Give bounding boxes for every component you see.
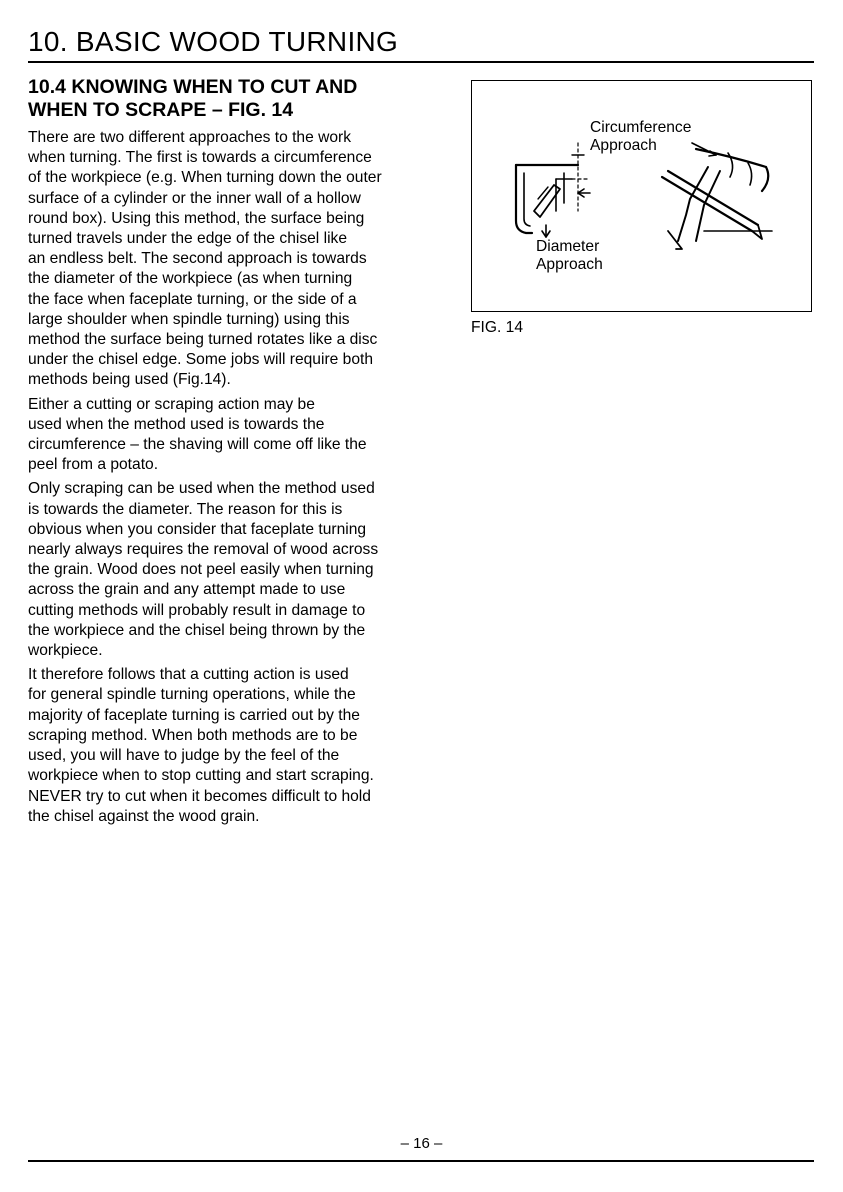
diameter-approach-label <box>536 238 603 274</box>
text-line: of the workpiece (e.g. When turning down the outer <box>28 169 382 187</box>
text-line: the diameter of the workpiece (as when turning <box>28 270 353 288</box>
text-line: the grain. Wood does not peel easily when turning <box>28 561 374 579</box>
label-line: Approach <box>536 256 603 273</box>
text-line: the chisel against the wood grain. <box>28 807 260 825</box>
text-line: Only scraping can be used when the method used <box>28 480 375 498</box>
section-heading-line: 10.4 KNOWING WHEN TO CUT AND <box>28 76 358 98</box>
text-line: workpiece. <box>28 642 103 660</box>
text-line: under the chisel edge. Some jobs will require both <box>28 351 373 369</box>
text-line: cutting methods will probably result in damage to <box>28 601 366 619</box>
text-line: obvious when you consider that faceplate turning <box>28 520 367 538</box>
text-line: circumference – the shaving will come off like the <box>28 436 367 454</box>
text-line: round box). Using this method, the surface being <box>28 209 365 227</box>
label-line: Diameter <box>536 238 600 255</box>
text-line: when turning. The first is towards a circumference <box>28 149 372 167</box>
text-line: scraping method. When both methods are to be <box>28 726 358 744</box>
text-line: an endless belt. The second approach is towards <box>28 250 367 268</box>
figure-caption: FIG. 14 <box>471 319 523 336</box>
section-heading <box>28 76 444 122</box>
text-line: There are two different approaches to the work <box>28 129 352 146</box>
text-line: NEVER try to cut when it becomes difficult to hold <box>28 787 371 805</box>
chisel-circumference <box>662 177 752 231</box>
paragraph-cutting-or-scraping <box>28 395 444 476</box>
text-line: used when the method used is towards the <box>28 415 325 433</box>
page-number: – 16 – <box>400 1135 443 1152</box>
section-heading-line: WHEN TO SCRAPE – FIG. 14 <box>28 99 294 121</box>
text-line: method the surface being turned rotates like a disc <box>28 331 378 349</box>
label-line: Approach <box>590 137 657 154</box>
workpiece-inner-outline <box>524 173 530 226</box>
text-line: surface of a cylinder or the inner wall of a hollow <box>28 189 361 207</box>
chapter-title: 10. BASIC WOOD TURNING <box>28 26 399 57</box>
figure-14-frame <box>471 80 812 312</box>
text-line: methods being used (Fig.14). <box>28 371 231 389</box>
figure-14-illustration <box>472 81 813 313</box>
text-line: large shoulder when spindle turning) using this <box>28 310 350 328</box>
label-line: Circumference <box>590 119 692 136</box>
top-divider <box>28 61 814 63</box>
text-line: majority of faceplate turning is carried out by the <box>28 706 360 724</box>
main-text-column <box>28 76 444 831</box>
text-line: the face when faceplate turning, or the side of a <box>28 290 357 308</box>
text-line: workpiece when to stop cutting and start scraping. <box>28 767 374 785</box>
text-line: for general spindle turning operations, while the <box>28 686 356 704</box>
circumference-approach-label <box>590 119 691 155</box>
text-line: is towards the diameter. The reason for this is <box>28 500 343 518</box>
text-line: turned travels under the edge of the chisel like <box>28 230 348 248</box>
text-line: peel from a potato. <box>28 456 159 474</box>
paragraph-approaches <box>28 128 444 391</box>
bottom-divider <box>28 1160 814 1162</box>
text-line: Either a cutting or scraping action may be <box>28 395 315 413</box>
paragraph-conclusion <box>28 665 444 827</box>
text-line: the workpiece and the chisel being thrown by the <box>28 621 366 639</box>
text-line: It therefore follows that a cutting action is used <box>28 666 349 684</box>
text-line: nearly always requires the removal of wood across <box>28 541 379 559</box>
text-line: used, you will have to judge by the feel of the <box>28 747 340 765</box>
text-line: across the grain and any attempt made to use <box>28 581 346 599</box>
paragraph-only-scraping <box>28 479 444 661</box>
